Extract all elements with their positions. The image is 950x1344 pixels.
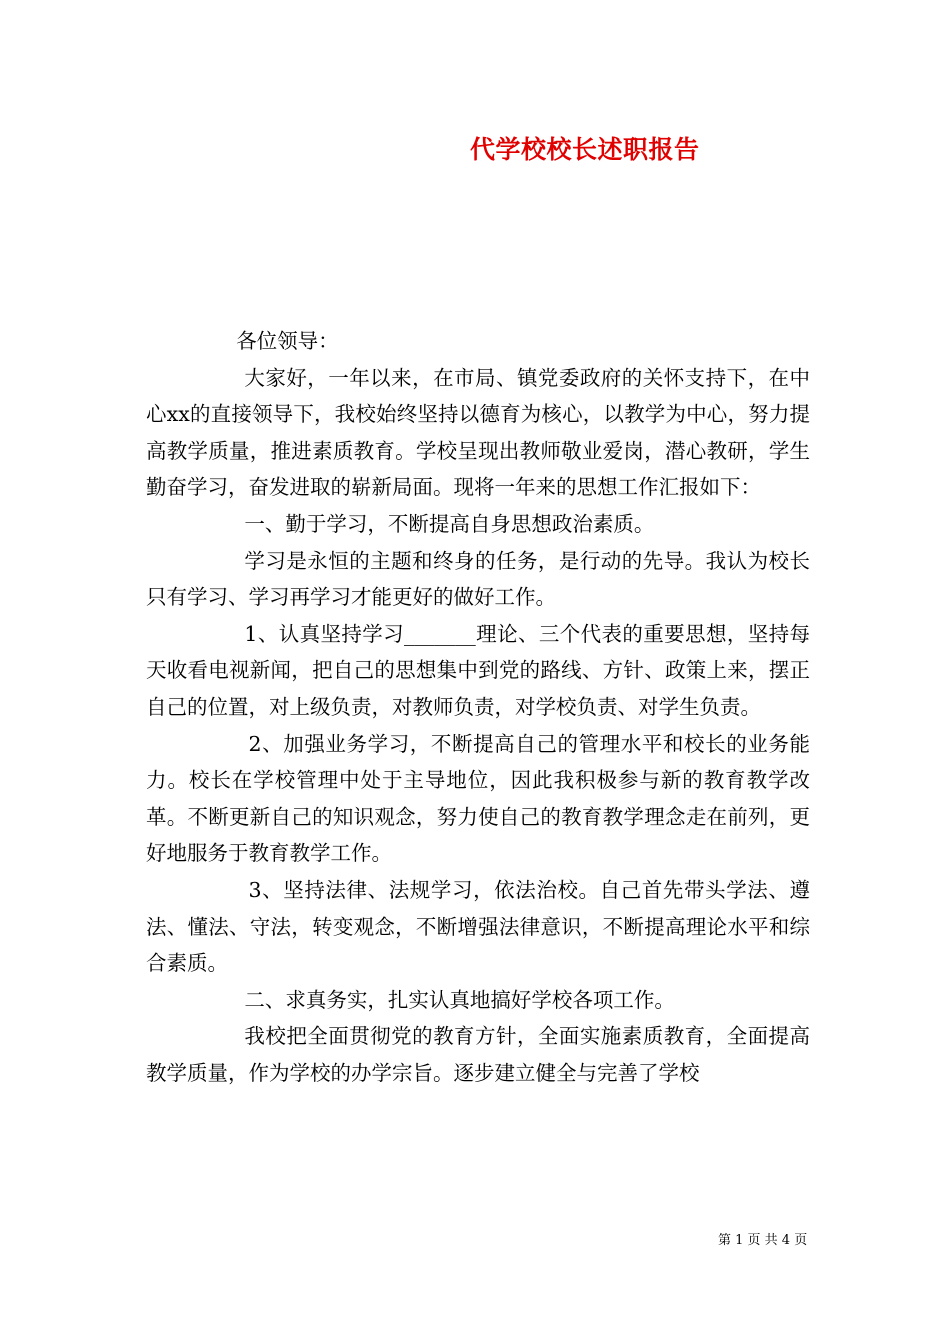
document-title: 代学校校长述职报告: [470, 135, 700, 164]
body-paragraph: 大家好，一年以来，在市局、镇党委政府的关怀支持下，在中心xx的直接领导下，我校始终坚持以德育为核心，以教学为中心，努力提高教学质量，推进素质教育。学校呈现出教师敬业爱岗，潜心教研，学生勤奋学习，奋发进取的崭新局面。现将一年来的思想工作汇报如下：: [146, 365, 810, 500]
body-paragraph: 我校把全面贯彻党的教育方针，全面实施素质教育，全面提高教学质量，作为学校的办学宗旨。逐步建立健全与完善了学校: [146, 1024, 810, 1085]
list-paragraph: 1、认真坚持学习_______理论、三个代表的重要思想，坚持每天收看电视新闻，把自己的思想集中到党的路线、方针、政策上来，摆正自己的位置，对上级负责，对教师负责，对学校负责、对学生负责。: [146, 621, 810, 719]
document-body: [146, 323, 810, 1091]
list-paragraph: 3、坚持法律、法规学习，依法治校。自己首先带头学法、遵法、懂法、守法，转变观念，不断增强法律意识，不断提高理论水平和综合素质。: [146, 877, 810, 976]
page-footer: 第 1 页 共 4 页: [718, 1233, 808, 1248]
section-heading: 一、勤于学习，不断提高自身思想政治素质。: [244, 511, 655, 536]
section-heading: 二、求真务实，扎实认真地搞好学校各项工作。: [244, 987, 675, 1012]
salutation-paragraph: 各位领导：: [236, 329, 339, 353]
list-paragraph: 2、加强业务学习，不断提高自己的管理水平和校长的业务能力。校长在学校管理中处于主导地位，因此我积极参与新的教育教学改革。不断更新自己的知识观念，努力使自己的教育教学理念走在前列，更好地服务于教育教学工作。: [146, 731, 810, 866]
body-paragraph: 学习是永恒的主题和终身的任务，是行动的先导。我认为校长只有学习、学习再学习才能更好的做好工作。: [146, 548, 810, 610]
